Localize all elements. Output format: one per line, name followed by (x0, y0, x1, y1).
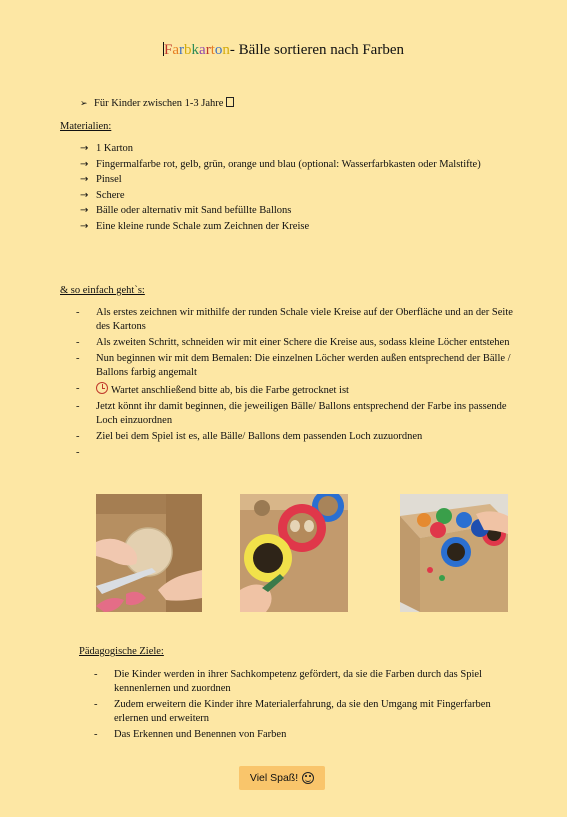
list-item: - (76, 447, 80, 458)
fun-badge (239, 766, 325, 790)
list-item: - Ziel bei dem Spiel ist es, alle Bälle/ Ballons dem passenden Loch zuzuordnen (76, 431, 423, 442)
title-letter: F (164, 42, 173, 58)
title-letter: a (172, 42, 180, 58)
goals-heading: Pädagogische Ziele: (79, 646, 164, 657)
list-item: - Nun beginnen wir mit dem Bemalen: Die einzelnen Löcher werden außen entsprechend der Bälle / Ballons farbig angemalt (76, 353, 511, 378)
list-item: - Die Kinder werden in ihrer Sachkompetenz gefördert, da sie die Farben durch das Spiel kennenlernen und zuordnen (94, 669, 482, 694)
list-item: - Jetzt könnt ihr damit beginnen, die jeweiligen Bälle/ Ballons entsprechend der Farbe ins passende Loch einzuordnen (76, 401, 507, 426)
title-letter: o (214, 42, 223, 58)
fun-badge-label: Viel Spaß! (249, 772, 299, 784)
goals-list (94, 668, 514, 744)
title-letter: r (205, 42, 211, 58)
right-arrow-icon: → (80, 205, 89, 216)
list-item: - Wartet anschließend bitte ab, bis die Farbe getrocknet ist (76, 383, 349, 396)
age-note-text: Für Kinder zwischen 1-3 Jahre (94, 98, 227, 109)
title-letter: b (184, 42, 192, 58)
list-item: - Als zweiten Schritt, schneiden wir mit einer Schere die Kreise aus, sodass kleine Löcher entstehen (76, 337, 510, 348)
right-arrow-icon: → (80, 174, 89, 185)
arrow-bullet-icon: ➢ (80, 99, 88, 109)
title-letter: r (179, 42, 185, 58)
list-item: - Das Erkennen und Benennen von Farben (94, 729, 287, 740)
right-arrow-icon: → (80, 189, 89, 201)
page-title (0, 42, 567, 59)
instructions-heading: & so einfach geht`s: (60, 285, 145, 296)
list-item: → 1 Karton (80, 143, 134, 154)
list-item: → Pinsel (80, 174, 122, 185)
age-note (80, 97, 234, 111)
right-arrow-icon: → (80, 158, 89, 170)
right-arrow-icon: → (80, 220, 89, 232)
materials-heading: Materialien: (60, 121, 112, 132)
smiley-icon (302, 772, 314, 784)
list-item: → Fingermalfarbe rot, gelb, grün, orange und blau (optional: Wasserfarbkasten oder Malstifte) (80, 158, 481, 170)
title-letter: a (199, 42, 206, 58)
list-item: - Als erstes zeichnen wir mithilfe der runden Schale viele Kreise auf der Oberfläche und an der Seite des Kartons (76, 307, 513, 332)
list-item: - Zudem erweitern die Kinder ihre Materialerfahrung, da sie den Umgang mit Fingerfarben erlernen und erweitern (94, 699, 491, 724)
title-letter: t (210, 42, 215, 58)
list-item: → Eine kleine runde Schale zum Zeichnen der Kreise (80, 220, 310, 232)
photo-finished-box (400, 494, 508, 612)
right-arrow-icon: → (80, 143, 89, 154)
title-rest: - Bälle sortieren nach Farben (229, 42, 404, 58)
placeholder-glyph-icon (226, 97, 234, 107)
photo-cutting-circle (96, 494, 202, 612)
title-letter: n (222, 42, 230, 58)
instructions-list (76, 306, 516, 462)
title-letter: k (191, 42, 200, 58)
clock-icon (96, 382, 108, 394)
materials-list (80, 142, 520, 235)
photo-painting-circles (240, 494, 348, 612)
title-rainbow-word (164, 42, 230, 58)
list-item: → Schere (80, 189, 125, 201)
list-item: → Bälle oder alternativ mit Sand befüllte Ballons (80, 205, 292, 216)
